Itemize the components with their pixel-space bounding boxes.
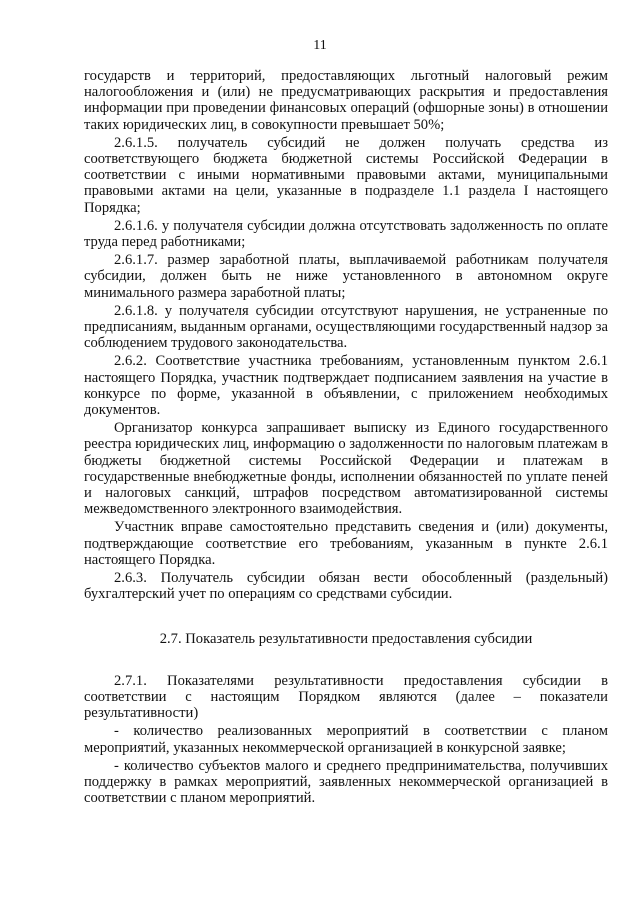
paragraph: Организатор конкурса запрашивает выписку из Единого государственного реестра юридических лиц, информацию о задолженности по налоговым платежам в бюджеты бюджетной системы Российской Федерации и платежам в государственные внебюджетные фонды, исполнении обязанностей по уплате пеней и налоговых санкций, штрафов посредством автоматизированной системы межведомственного электронного взаимодействия. [84,420,608,518]
section-heading: 2.7. Показатель результативности предоставления субсидии [159,630,533,647]
paragraph: 2.6.1.5. получатель субсидий не должен получать средства из соответствующего бюджета бюджетной системы Российской Федерации в соответствии с иными нормативными правовыми актами, муниципальными правовыми актами на цели, указанные в подразделе 1.1 раздела I настоящего Порядка; [84,134,608,216]
paragraph: 2.6.1.7. размер заработной платы, выплачиваемой работникам получателя субсидии, должен быть не ниже установленного в автономном округе минимального размера заработной платы; [84,252,608,301]
paragraph: Участник вправе самостоятельно представить сведения и (или) документы, подтверждающие соответствие его требованиям, указанным в пункте 2.6.1 настоящего Порядка. [84,519,608,568]
paragraph: государств и территорий, предоставляющих льготный налоговый режим налогообложения и (или) не предусматривающих раскрытия и предоставления информации при проведении финансовых операций (офшорные зоны) в отношении таких юридических лиц, в совокупности превышает 50%; [84,68,608,133]
paragraph: 2.6.2. Соответствие участника требованиям, установленным пунктом 2.6.1 настоящего Порядка, участник подтверждает подписанием заявления на участие в конкурсе по форме, указанной в объявлении, с приложением необходимых документов. [84,353,608,419]
paragraphs-after [84,673,608,807]
document-body [84,68,608,806]
paragraph: 2.6.1.8. у получателя субсидии отсутствуют нарушения, не устраненные по предписаниям, выданным органами, осуществляющими государственный надзор за соблюдением трудового законодательства. [84,302,608,352]
paragraphs-before [84,68,608,603]
page-number: 11 [313,38,327,53]
list-item: - количество субъектов малого и среднего предпринимательства, получивших поддержку в рамках мероприятий, заявленных некоммерческой организацией в соответствии с планом мероприятий. [84,757,608,807]
paragraph: 2.7.1. Показателями результативности предоставления субсидии в соответствии с настоящим Порядком являются (далее – показатели результативности) [84,672,608,722]
paragraph: 2.6.3. Получатель субсидии обязан вести обособленный (раздельный) бухгалтерский учет по операциям со средствами субсидии. [84,570,608,603]
paragraph: 2.6.1.6. у получателя субсидии должна отсутствовать задолженность по оплате труда перед работниками; [84,217,608,251]
list-item: - количество реализованных мероприятий в соответствии с планом мероприятий, указанных некоммерческой организацией в конкурсной заявке; [84,723,608,756]
